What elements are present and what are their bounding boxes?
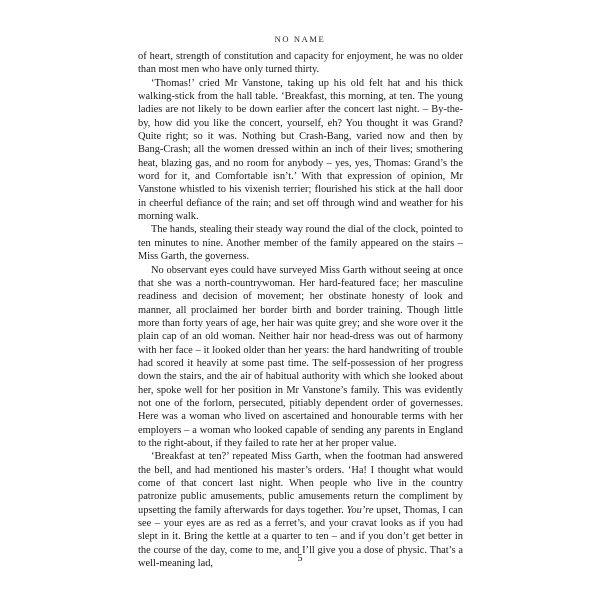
paragraph: ‘Thomas!’ cried Mr Vanstone, taking up his old felt hat and his thick walking-stick from the hall table. ‘Breakfast, this morning, at ten. The young ladies are not likely to be down earlier after the concert last night. – By-the-by, how did you like the concert, yourself, eh? You thought it was Grand? Quite right; so it was. Nothing but Crash-Bang, varied now and then by Bang-Crash; all the women dressed within an inch of their lives; smothering heat, blazing gas, and no room for anybody – yes, yes, Thomas: Grand’s the word for it, and Comfortable isn’t.’ With that expression of opinion, Mr Vanstone whistled to his vixenish terrier; flourished his stick at the hall door in cheerful defiance of the rain; and set off through wind and weather for his morning walk.	[138, 77, 463, 223]
page-number: 5	[297, 553, 303, 564]
emphasized-word: You’re	[346, 504, 374, 516]
running-head: NO NAME	[274, 34, 326, 44]
paragraph: of heart, strength of constitution and capacity for enjoyment, he was no older than most men who have only turned thirty.	[138, 51, 463, 76]
paragraph: The hands, stealing their steady way round the dial of the clock, pointed to ten minutes to nine. Another member of the family appeared on the stairs – Miss Garth, the governess.	[138, 224, 463, 263]
paragraph-text: upset, Thomas, I can see – your eyes are as red as a ferret’s, and your cravat looks as if you had slept in it. Bring the kettle at a quarter to ten – and if you don’t get better in the course of the day, come to me, and I’ll give you a dose of physic. That’s a well-meaning lad,	[138, 504, 463, 570]
body-text	[138, 50, 463, 570]
paragraph-text: ‘Breakfast at ten?’ repeated Miss Garth, when the footman had answered the bell, and had mentioned his master’s orders. ‘Ha! I thought what would come of that concert last night. When people who live in the country patronize public amusements, public amusements return the compliment by upsetting the family afterwards for days together.	[138, 451, 463, 516]
paragraph: No observant eyes could have surveyed Miss Garth without seeing at once that she was a north-countrywoman. Her hard-featured face; her masculine readiness and decision of movement; her obstinate honesty of look and manner, all proclaimed her border birth and border training. Though little more than forty years of age, her hair was quite grey; and she wore over it the plain cap of an old woman. Neither hair nor head-dress was out of harmony with her face – it looked older than her years: the hard handwriting of trouble had scored it heavily at some past time. The self-possession of her progress down the stairs, and the air of habitual authority with which she looked about her, spoke well for her position in Mr Vanstone’s family. This was evidently not one of the forlorn, persecuted, pitiably dependent order of governesses. Here was a woman who lived on ascertained and honourable terms with her employers – a woman who looked capable of sending any parents in England to the right-about, if they failed to rate her at her proper value.	[138, 264, 463, 449]
